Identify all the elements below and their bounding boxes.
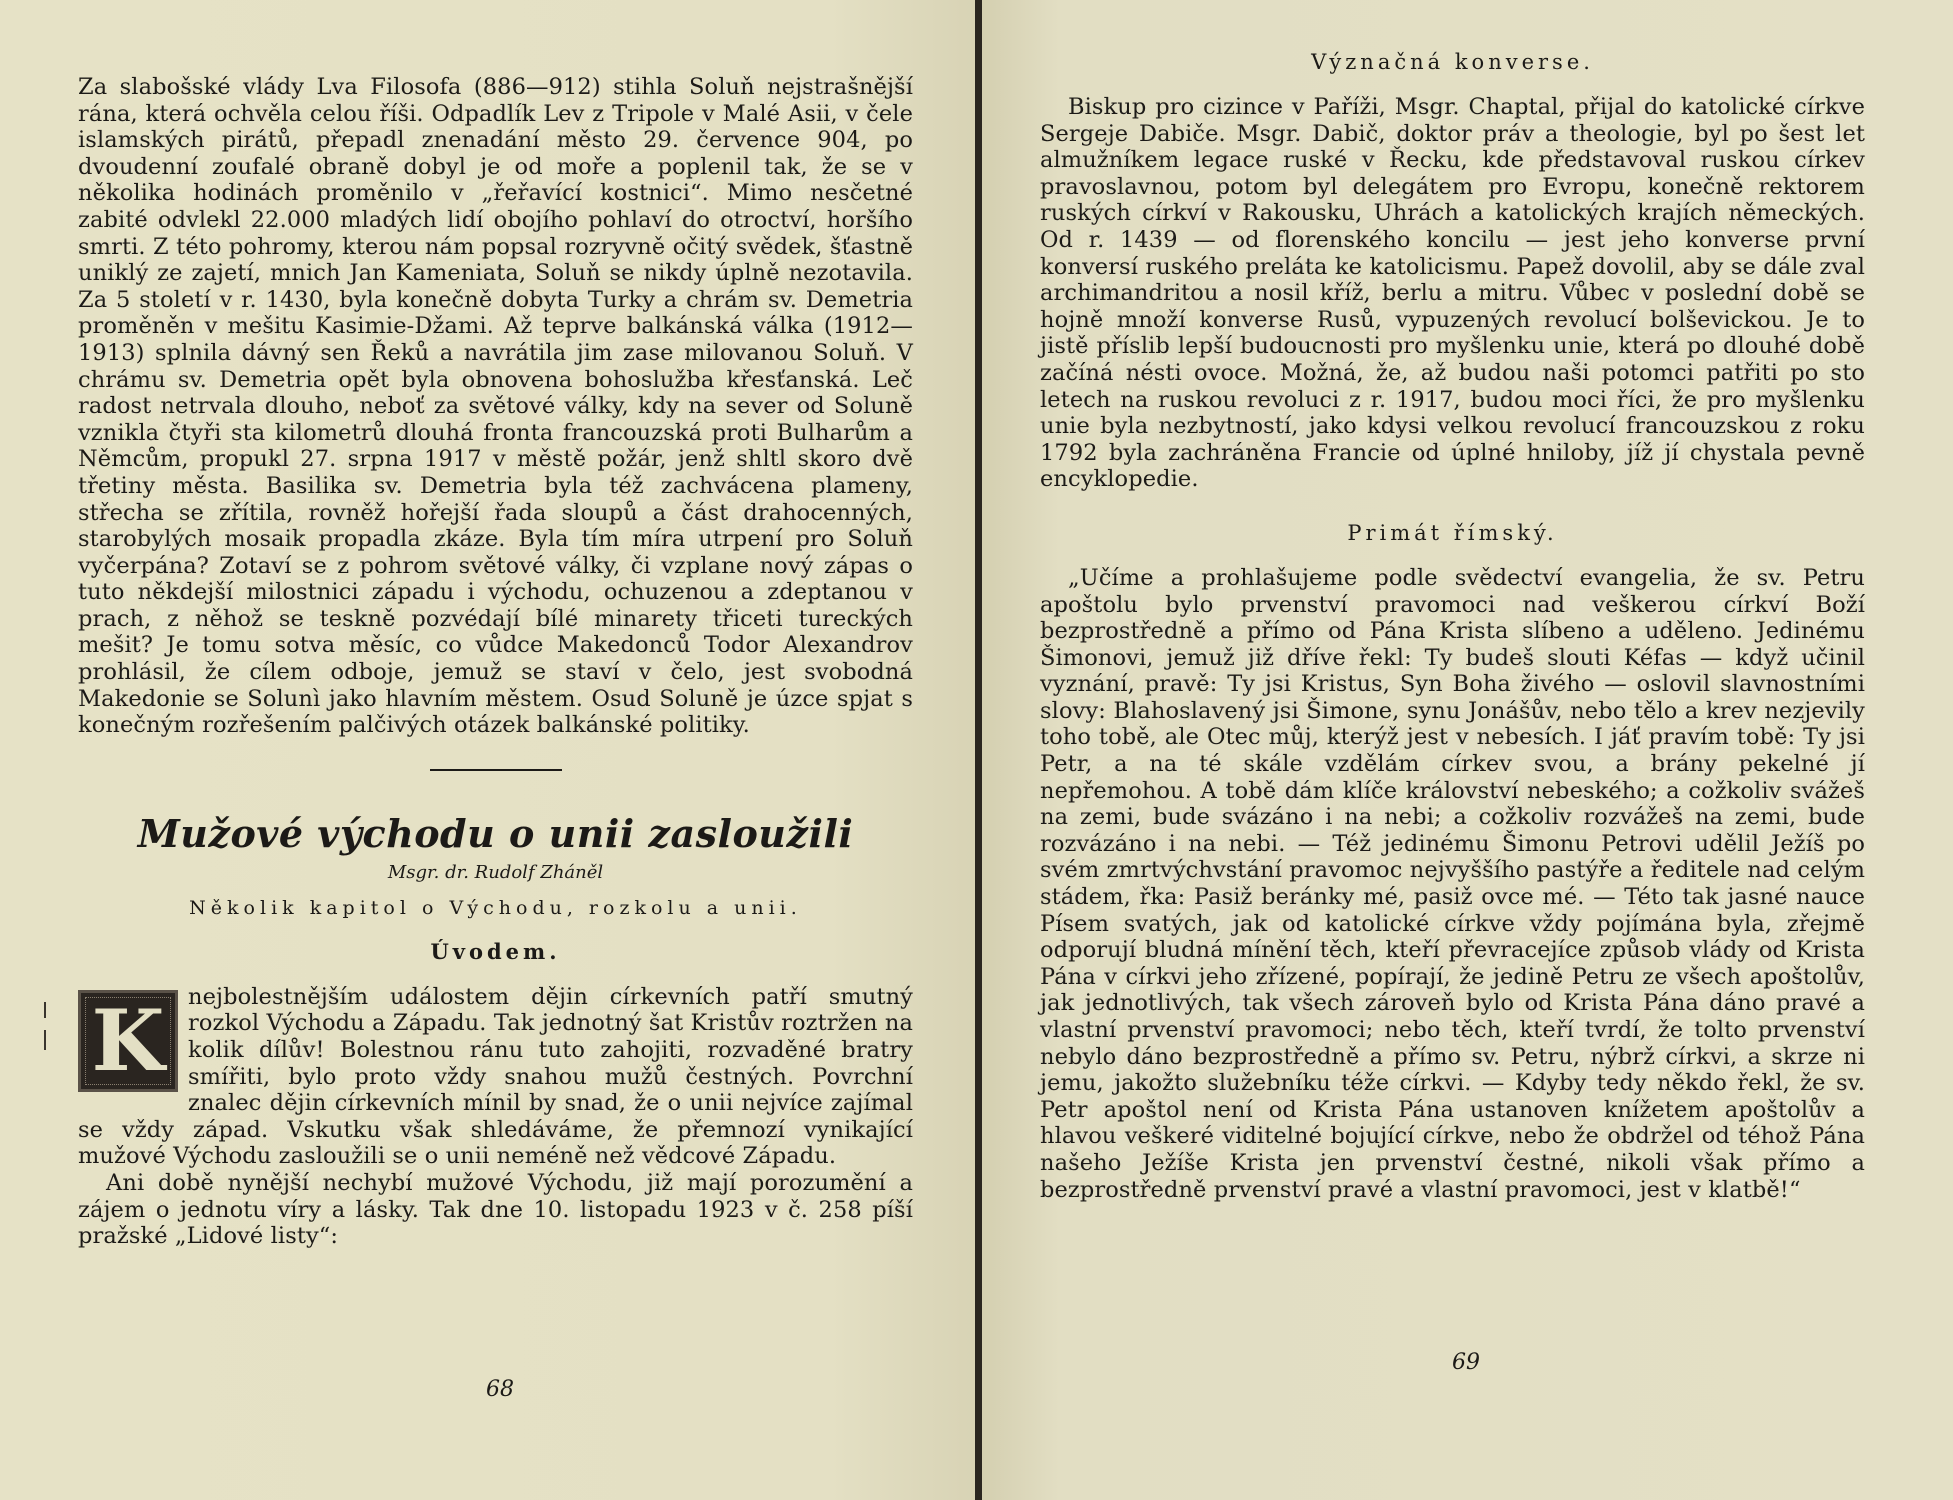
page-number: 69 xyxy=(1452,1350,1480,1375)
section-heading-conversion: Význačná konverse. xyxy=(1311,50,1594,74)
article-subtitle: Několik kapitol o Východu, rozkolu a unii. xyxy=(189,896,802,919)
margin-mark xyxy=(44,1030,46,1050)
body-paragraph: Za slabošské vlády Lva Filosofa (886—912) stihla Soluň nejstrašnější rána, která ochvěla celou říši. Odpadlík Lev z Tripole v Malé Asii, v čele islamských pirátů, přepadl znenadání město 29. července 904, po dvoudenní zoufalé obraně dobyl je od moře a poplenil tak, že se v několika hodinách proměnilo v „řeřavící kostnici“. Mimo nesčetné zabité odvlekl 22.000 mladých lidí obojího pohlaví do otroctví, horšího smrti. Z této pohromy, kterou nám popsal rozryvně očitý svědek, šťastně uniklý ze zajetí, mnich Jan Kameniata, Soluň se nikdy úplně nezotavila. Za 5 století v r. 1430, byla konečně dobyta Turky a chrám sv. Demetria proměněn v mešitu Kasimie-Džami. Až teprve balkánská válka (1912—1913) splnila dávný sen Řeků a navrátila jim zase milovanou Soluň. V chrámu sv. Demetria opět byla obnovena bohoslužba křesťanská. Leč radost netrvala dlouho, neboť za světové války, kdy na sever od Soluně vznikla čtyři sta kilometrů dlouhá fronta francouzská proti Bulharům a Němcům, propukl 27. srpna 1917 v městě požár, jenž shltl skoro dvě třetiny města. Basilika sv. Demetria byla též zachvácena plameny, střecha se zřítila, rovněž hořejší řada sloupů a část drahocenných, starobylých mosaik propadla zkáze. Byla tím míra utrpení pro Soluň vyčerpána? Zotaví se z pohrom světové války, či vzplane nový zápas o tuto někdejší milostnici západu i východu, ochuzenou a zdeptanou v prach, z něhož se teskně pozvédají bílé minarety třiceti tureckých mešit? Je tomu sotva měsíc, co vůdce Makedonců Todor Alexandrov prohlásil, že cílem odboje, jemuž se staví v čelo, jest svobodná Makedonie se Solunì jako hlavním městem. Osud Soluně je úzce spjat s konečným rozřešením palčivých otázek balkánské politiky. xyxy=(78,74,913,739)
body-paragraph: nejbolestnějším událostem dějin církevních patří smutný rozkol Východu a Západu. Tak jednotný šat Kristův roztržen na kolik dílův! Bolestnou ránu tuto zahojiti, rozvaděné bratry smířiti, bylo proto vždy snahou mužů čestných. Povrchní znalec dějin církevních mínil by snad, že o unii nejvíce zajímal se vždy západ. Vskutku však shledáváme, že přemnozí vynikající mužové Východu zasloužili se o unii neméně než vědcové Západu. xyxy=(78,983,913,1170)
ornamental-dropcap xyxy=(78,990,178,1092)
page-number: 68 xyxy=(486,1377,514,1402)
section-heading-intro: Úvodem. xyxy=(430,938,561,964)
dropcap-letter: K xyxy=(91,990,165,1090)
margin-mark xyxy=(44,1002,46,1018)
intro-paragraph-block xyxy=(78,984,913,1170)
left-page xyxy=(0,0,975,1500)
right-page xyxy=(982,0,1953,1500)
left-column xyxy=(78,74,913,1250)
article-title: Mužové východu o unii zasloužili xyxy=(137,810,854,856)
body-paragraph: Ani době nynější nechybí mužové Východu, již mají porozumění a zájem o jednotu víry a lásky. Tak dne 10. listopadu 1923 v č. 258 píší pražské „Lidové listy“: xyxy=(78,1170,913,1250)
section-divider xyxy=(430,769,562,771)
right-column xyxy=(1040,50,1865,1203)
article-author: Msgr. dr. Rudolf Zháněl xyxy=(387,861,604,883)
body-paragraph: „Učíme a prohlašujeme podle svědectví evangelia, že sv. Petru apoštolu bylo prvenství pravomoci nad veškerou církví Boží bezprostředně a přímo od Pána Krista slíbeno a uděleno. Jedinému Šimonovi, jemuž již dříve řekl: Ty budeš slouti Kéfas — když učinil vyznání, pravě: Ty jsi Kristus, Syn Boha živého — oslovil slavnostními slovy: Blahoslavený jsi Šimone, synu Jonášův, nebo tělo a krev nezjevily toho tobě, ale Otec můj, kterýž jest v nebesích. I jáť pravím tobě: Ty jsi Petr, a na té skále vzdělám církev svou, a brány pekelné jí nepřemohou. A tobě dám klíče království nebeského; a cožkoliv svážeš na zemi, bude svázáno i na nebi; a cožkoliv rozvážeš na zemi, bude rozvázáno i na nebi. — Též jedinému Šimonu Petrovi udělil Ježíš po svém zmrtvýchvstání pravomoc nejvyššího pastýře a ředitele nad celým stádem, řka: Pasiž beránky mé, pasiž ovce mé. — Této tak jasné nauce Písem svatých, jak od katolické církve vždy pojímána byla, zřejmě odporují bludná mínění těch, kteří převracejíce způsob vlády od Krista Pána v církvi jeho zřízené, popírají, že jedině Petru ze všech apoštolův, jak jednotlivých, tak všech zároveň bylo od Krista Pána dáno pravé a vlastní prvenství pravomoci; nebo těch, kteří tvrdí, že tolto prvenství nebylo dáno bezprostředně a přímo sv. Petru, nýbrž církvi, a skrze ni jemu, jakožto služebníku téže církvi. — Kdyby tedy někdo řekl, že sv. Petr apoštol není od Krista Pána ustanoven knížetem apoštolův a hlavou veškeré viditelné bojující církve, nebo že obdržel od téhož Pána našeho Ježíše Krista jen prvenství čestné, nikoli však přímo a bezprostředně prvenství pravé a vlastní pravomoci, jest v klatbě!“ xyxy=(1040,564,1865,1203)
section-heading-primacy: Primát římský. xyxy=(1347,520,1558,545)
body-paragraph: Biskup pro cizince v Paříži, Msgr. Chaptal, přijal do katolické církve Sergeje Dabiče. Msgr. Dabič, doktor práv a theologie, byl po šest let almužníkem legace ruské v Řecku, kde představoval ruskou církev pravoslavnou, potom byl delegátem pro Evropu, konečně rektorem ruských církví v Rakousku, Uhrách a katolických krajích německých. Od r. 1439 — od florenského koncilu — jest jeho konverse první konversí ruského preláta ke katolicismu. Papež dovolil, aby se dále zval archimandritou a nosil kříž, berlu a mitru. Vůbec v poslední době se hojně množí konverse Rusů, vypuzených revolucí bolševickou. Je to jistě příslib lepší budoucnosti pro myšlenku unie, která po dlouhé době začíná nésti ovoce. Možná, že, až budou naši potomci patřiti po sto letech na ruskou revoluci z r. 1917, budou moci říci, že pro myšlenku unie byla nezbytností, jako kdysi velkou revolucí francouzskou z roku 1792 byla zachráněna Francie od úplné hniloby, jíž jí chystala pevně encyklopedie. xyxy=(1040,94,1865,493)
